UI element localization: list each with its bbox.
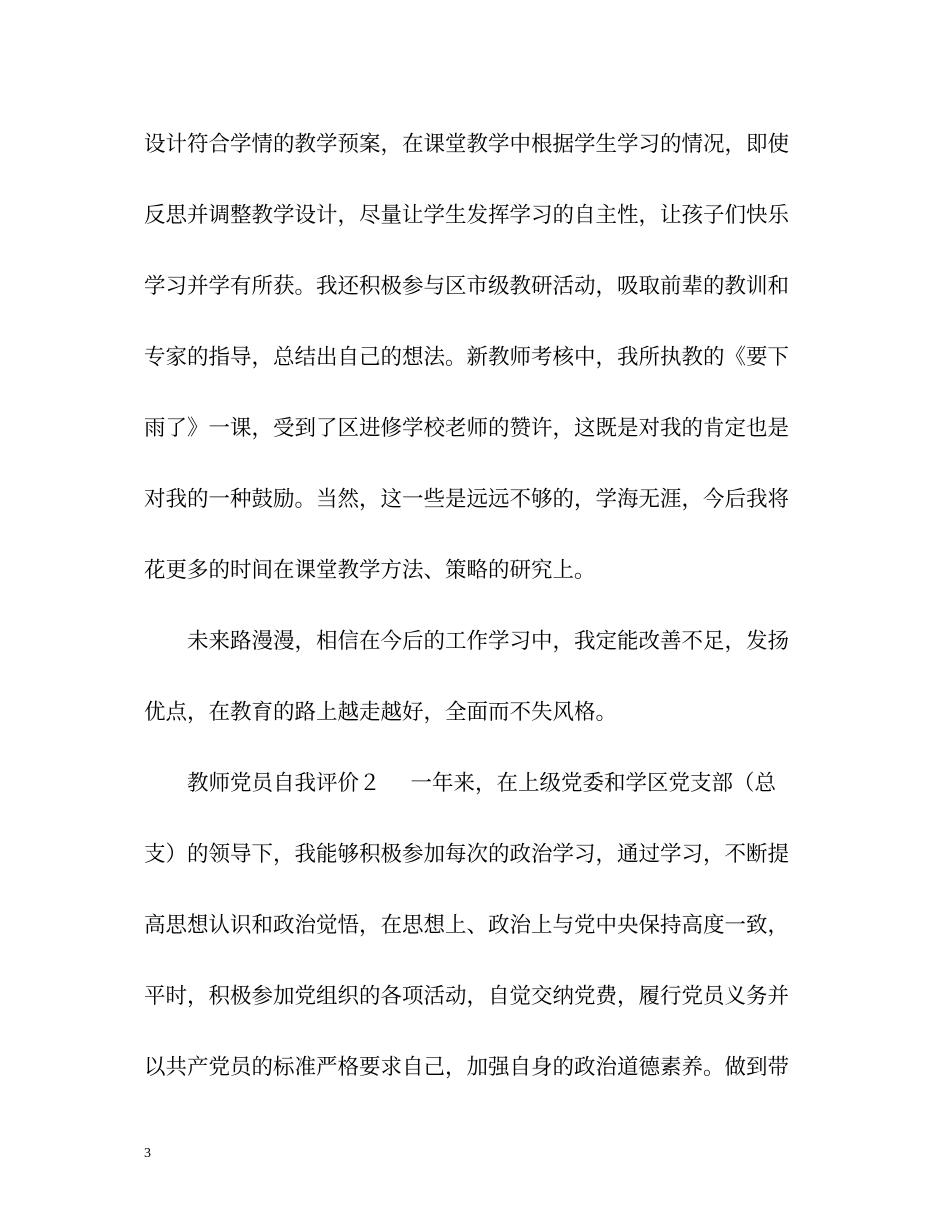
text-line-5: 雨了》一课，受到了区进修学校老师的赞许，这既是对我的肯定也是 (144, 416, 790, 441)
section-heading: 教师党员自我评价２ (187, 771, 381, 796)
text-line-8: 未来路漫漫，相信在今后的工作学习中，我定能改善不足，发扬 (187, 629, 790, 654)
text-line-14: 以共产党员的标准严格要求自己，加强自身的政治道德素养。做到带 (144, 1055, 790, 1080)
text-line-9: 优点，在教育的路上越走越好，全面而不失风格。 (144, 700, 618, 725)
text-line-11: 支）的领导下，我能够积极参加每次的政治学习，通过学习，不断提 (144, 842, 790, 867)
text-line-12: 高思想认识和政治觉悟，在思想上、政治上与党中央保持高度一致， (144, 913, 790, 938)
text-line-4: 专家的指导，总结出自己的想法。新教师考核中，我所执教的《要下 (144, 345, 790, 370)
text-line-1: 设计符合学情的教学预案，在课堂教学中根据学生学习的情况，即使 (144, 132, 790, 157)
section-opening-text: 一年来，在上级党委和学区党支部（总 (410, 771, 777, 796)
page-number: 3 (144, 1146, 151, 1161)
text-line-10 (187, 770, 857, 798)
text-line-2: 反思并调整教学设计，尽量让学生发挥学习的自主性，让孩子们快乐 (144, 203, 790, 228)
text-line-7: 花更多的时间在课堂教学方法、策略的研究上。 (144, 558, 596, 583)
text-line-6: 对我的一种鼓励。当然，这一些是远远不够的，学海无涯，今后我将 (144, 487, 790, 512)
text-line-13: 平时，积极参加党组织的各项活动，自觉交纳党费，履行党员义务并 (144, 984, 790, 1009)
text-line-3: 学习并学有所获。我还积极参与区市级教研活动，吸取前辈的教训和 (144, 274, 790, 299)
